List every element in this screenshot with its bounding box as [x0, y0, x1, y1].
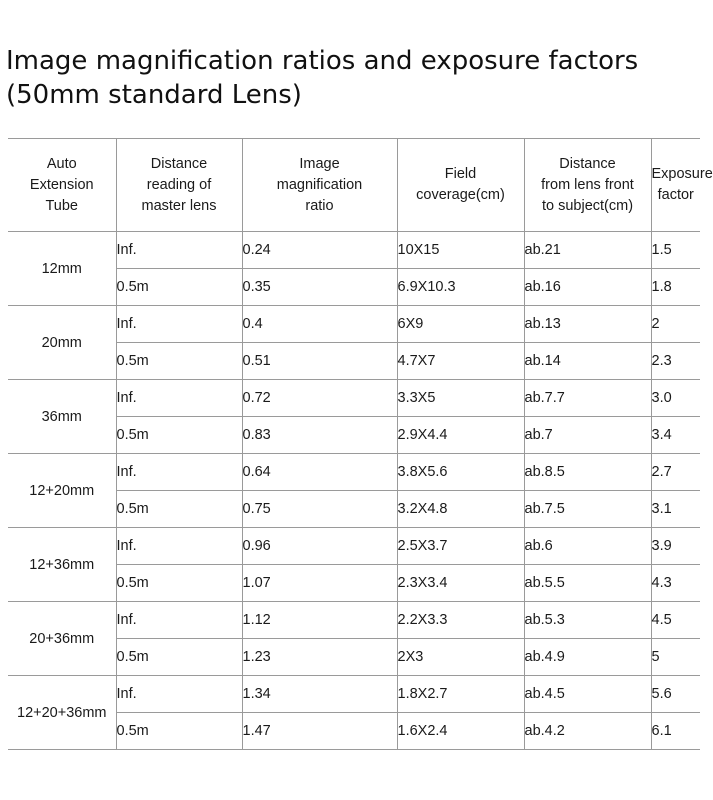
extension-tube-cell: 12+20mm — [8, 454, 116, 528]
title-line-1: Image magnification ratios and exposure factors — [6, 46, 639, 76]
title-line-2: (50mm standard Lens) — [6, 80, 302, 110]
subject-distance-cell: ab.4.9 — [524, 639, 651, 676]
subject-distance-cell: ab.5.5 — [524, 565, 651, 602]
field-coverage-cell: 3.2X4.8 — [397, 491, 524, 528]
extension-tube-cell: 12mm — [8, 232, 116, 306]
magnification-table — [8, 138, 713, 750]
field-coverage-cell: 1.8X2.7 — [397, 676, 524, 713]
field-coverage-cell: 3.3X5 — [397, 380, 524, 417]
exposure-factor-cell: 2.7 — [651, 454, 700, 491]
setting-cell: 0.5m — [116, 565, 242, 602]
header-auto-extension-tube: Auto Extension Tube — [8, 139, 116, 232]
setting-cell: 0.5m — [116, 713, 242, 750]
table-row — [8, 232, 700, 269]
header-magnification-ratio: Image magnification ratio — [242, 139, 397, 232]
exposure-factor-cell: 5 — [651, 639, 700, 676]
subject-distance-cell: ab.14 — [524, 343, 651, 380]
table-body — [8, 232, 700, 750]
setting-cell: 0.5m — [116, 639, 242, 676]
field-coverage-cell: 2.2X3.3 — [397, 602, 524, 639]
exposure-factor-cell: 1.8 — [651, 269, 700, 306]
magnification-ratio-cell: 1.07 — [242, 565, 397, 602]
subject-distance-cell: ab.4.5 — [524, 676, 651, 713]
exposure-factor-cell: 5.6 — [651, 676, 700, 713]
field-coverage-cell: 2X3 — [397, 639, 524, 676]
field-coverage-cell: 2.9X4.4 — [397, 417, 524, 454]
table-row — [8, 528, 700, 565]
setting-cell: 0.5m — [116, 491, 242, 528]
setting-cell: 0.5m — [116, 417, 242, 454]
setting-cell: Inf. — [116, 306, 242, 343]
header-subject-distance: Distance from lens front to subject(cm) — [524, 139, 651, 232]
exposure-factor-cell: 2.3 — [651, 343, 700, 380]
magnification-ratio-cell: 1.12 — [242, 602, 397, 639]
subject-distance-cell: ab.16 — [524, 269, 651, 306]
extension-tube-cell: 12+20+36mm — [8, 676, 116, 750]
header-field-coverage: Field coverage(cm) — [397, 139, 524, 232]
magnification-ratio-cell: 1.34 — [242, 676, 397, 713]
header-distance-reading: Distance reading of master lens — [116, 139, 242, 232]
subject-distance-cell: ab.5.3 — [524, 602, 651, 639]
table-row — [8, 676, 700, 713]
table-row — [8, 306, 700, 343]
field-coverage-cell: 2.3X3.4 — [397, 565, 524, 602]
subject-distance-cell: ab.8.5 — [524, 454, 651, 491]
setting-cell: Inf. — [116, 380, 242, 417]
magnification-ratio-cell: 1.47 — [242, 713, 397, 750]
exposure-factor-cell: 3.1 — [651, 491, 700, 528]
exposure-factor-cell: 4.5 — [651, 602, 700, 639]
field-coverage-cell: 3.8X5.6 — [397, 454, 524, 491]
exposure-factor-cell: 3.0 — [651, 380, 700, 417]
magnification-ratio-cell: 0.64 — [242, 454, 397, 491]
exposure-factor-cell: 1.5 — [651, 232, 700, 269]
magnification-ratio-cell: 0.75 — [242, 491, 397, 528]
setting-cell: Inf. — [116, 454, 242, 491]
setting-cell: Inf. — [116, 528, 242, 565]
subject-distance-cell: ab.21 — [524, 232, 651, 269]
exposure-factor-cell: 3.9 — [651, 528, 700, 565]
header-exposure-factor: Exposure factor — [651, 139, 700, 232]
subject-distance-cell: ab.6 — [524, 528, 651, 565]
magnification-ratio-cell: 0.35 — [242, 269, 397, 306]
header-row — [8, 139, 700, 232]
magnification-ratio-cell: 0.83 — [242, 417, 397, 454]
magnification-ratio-cell: 0.4 — [242, 306, 397, 343]
magnification-ratio-cell: 0.96 — [242, 528, 397, 565]
setting-cell: Inf. — [116, 232, 242, 269]
exposure-factor-cell: 6.1 — [651, 713, 700, 750]
setting-cell: 0.5m — [116, 343, 242, 380]
extension-tube-cell: 12+36mm — [8, 528, 116, 602]
table-row — [8, 380, 700, 417]
magnification-ratio-cell: 0.24 — [242, 232, 397, 269]
field-coverage-cell: 10X15 — [397, 232, 524, 269]
table-row — [8, 602, 700, 639]
subject-distance-cell: ab.7 — [524, 417, 651, 454]
field-coverage-cell: 4.7X7 — [397, 343, 524, 380]
extension-tube-cell: 20+36mm — [8, 602, 116, 676]
subject-distance-cell: ab.13 — [524, 306, 651, 343]
extension-tube-cell: 20mm — [8, 306, 116, 380]
setting-cell: Inf. — [116, 602, 242, 639]
field-coverage-cell: 6.9X10.3 — [397, 269, 524, 306]
subject-distance-cell: ab.7.5 — [524, 491, 651, 528]
page-title — [6, 44, 638, 112]
magnification-ratio-cell: 0.72 — [242, 380, 397, 417]
subject-distance-cell: ab.4.2 — [524, 713, 651, 750]
exposure-factor-cell: 2 — [651, 306, 700, 343]
exposure-factor-cell: 4.3 — [651, 565, 700, 602]
magnification-ratio-cell: 1.23 — [242, 639, 397, 676]
field-coverage-cell: 1.6X2.4 — [397, 713, 524, 750]
field-coverage-cell: 2.5X3.7 — [397, 528, 524, 565]
table-row — [8, 454, 700, 491]
exposure-factor-cell: 3.4 — [651, 417, 700, 454]
setting-cell: Inf. — [116, 676, 242, 713]
subject-distance-cell: ab.7.7 — [524, 380, 651, 417]
setting-cell: 0.5m — [116, 269, 242, 306]
field-coverage-cell: 6X9 — [397, 306, 524, 343]
magnification-ratio-cell: 0.51 — [242, 343, 397, 380]
extension-tube-cell: 36mm — [8, 380, 116, 454]
